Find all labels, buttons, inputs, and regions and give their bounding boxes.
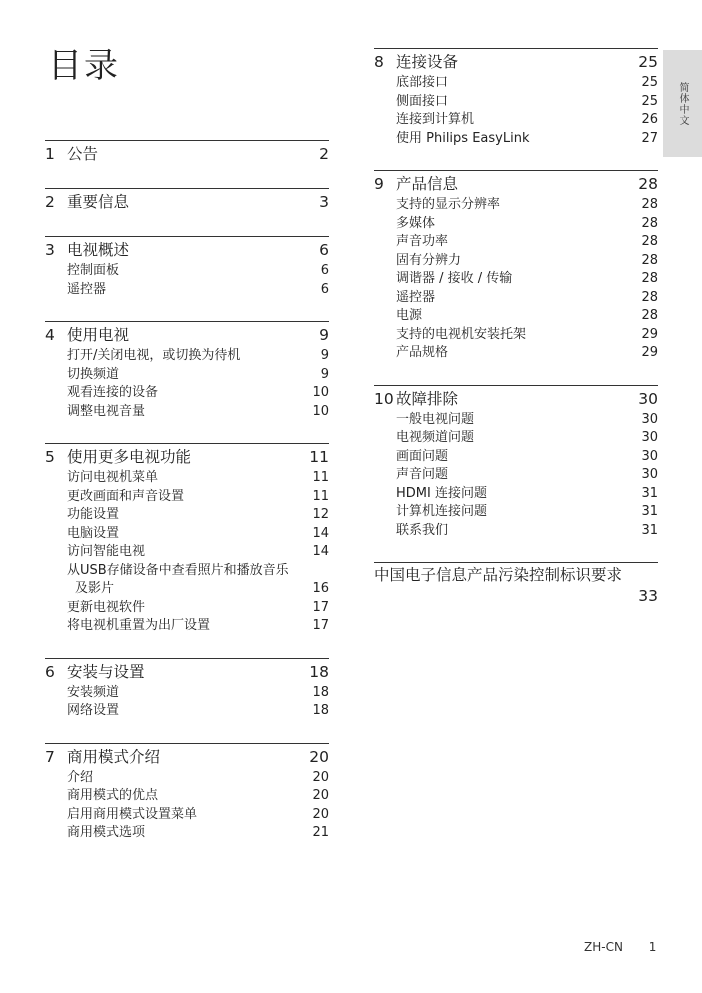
- toc-subsection-entry[interactable]: [45, 806, 329, 825]
- subsection-page-number: 10: [312, 385, 329, 400]
- subsection-page-number: 30: [641, 430, 658, 445]
- toc-subsection-entry[interactable]: [45, 684, 329, 703]
- toc-section: [45, 321, 329, 421]
- chapter-title: 重要信息: [67, 193, 130, 211]
- subsection-title: 控制面板: [67, 263, 120, 278]
- toc-subsection-entry[interactable]: [374, 429, 658, 448]
- toc-subsection-entry[interactable]: [45, 262, 329, 281]
- subsection-title-continued: 及影片: [75, 581, 115, 596]
- toc-section: [374, 48, 658, 148]
- chapter-title: 故障排除: [396, 389, 459, 408]
- toc-subsection-entry[interactable]: [45, 525, 329, 544]
- toc-chapter-entry[interactable]: [374, 51, 658, 74]
- chapter-page-number: 28: [638, 175, 658, 193]
- toc-subsection-entry[interactable]: [374, 466, 658, 485]
- subsection-page-number: 12: [312, 507, 329, 522]
- subsection-title: 启用商用模式设置菜单: [67, 806, 198, 822]
- subsection-page-number: 11: [312, 488, 329, 504]
- toc-subsection-entry[interactable]: [45, 366, 329, 385]
- subsection-page-number: 28: [641, 308, 658, 323]
- toc-subsection-entry[interactable]: [374, 93, 658, 112]
- toc-subsection-entry[interactable]: [374, 307, 658, 326]
- toc-subsection-entry[interactable]: [374, 289, 658, 308]
- subsection-title: 打开/关闭电视，或切换为待机: [67, 348, 241, 363]
- subsection-title: 访问电视机菜单: [67, 470, 159, 485]
- chapter-number: 2: [45, 193, 55, 211]
- subsection-title: 功能设置: [67, 507, 120, 522]
- chapter-page-number: 30: [638, 389, 658, 408]
- subsection-title: 计算机连接问题: [396, 504, 488, 519]
- subsection-title: 更新电视软件: [67, 599, 146, 615]
- footer-page-number: 1: [648, 940, 657, 954]
- subsection-title: 切换频道: [67, 366, 120, 382]
- toc-subsection-entry[interactable]: [45, 469, 329, 488]
- toc-subsection-entry[interactable]: [45, 488, 329, 507]
- chapter-page-number: 18: [309, 662, 329, 681]
- subsection-page-number: 20: [312, 806, 329, 822]
- subsection-title: 观看连接的设备: [67, 385, 159, 400]
- subsection-page-number: 14: [312, 544, 329, 559]
- toc-section: [45, 236, 329, 299]
- toc-subsection-entry[interactable]: [374, 344, 658, 363]
- toc-subsection-entry[interactable]: [374, 196, 658, 215]
- chapter-title: 安装与设置: [67, 662, 145, 681]
- chapter-page-number: 11: [309, 448, 329, 466]
- subsection-page-number: 20: [312, 788, 329, 803]
- subsection-page-number: 31: [641, 485, 658, 501]
- subsection-page-number: 16: [312, 581, 329, 596]
- toc-chapter-entry[interactable]: [45, 191, 329, 214]
- chapter-page-number: 2: [319, 145, 329, 163]
- subsection-page-number: 28: [641, 289, 658, 305]
- subsection-title: 底部接口: [396, 75, 449, 90]
- page-footer: [584, 940, 656, 954]
- subsection-page-number: 9: [320, 348, 329, 363]
- subsection-title: 调谐器 / 接收 / 传输: [396, 271, 513, 286]
- subsection-title: 介绍: [67, 769, 94, 785]
- toc-subsection-entry[interactable]: [374, 503, 658, 522]
- subsection-title-continued-line: [67, 580, 329, 599]
- toc-chapter-entry[interactable]: [45, 239, 329, 262]
- subsection-page-number: 28: [641, 252, 658, 268]
- subsection-page-number: 28: [641, 271, 658, 286]
- chapter-number: 4: [45, 326, 55, 344]
- toc-subsection-entry[interactable]: [45, 506, 329, 525]
- subsection-page-number: 30: [641, 411, 658, 427]
- subsection-page-number: 27: [641, 130, 658, 146]
- toc-chapter-entry[interactable]: [374, 173, 658, 196]
- toc-chapter-entry[interactable]: [374, 388, 658, 411]
- toc-subsection-entry[interactable]: [45, 403, 329, 422]
- chapter-title: 使用更多电视功能: [67, 448, 192, 466]
- chapter-title: 商用模式介绍: [67, 747, 161, 766]
- subsection-title: 遥控器: [396, 289, 436, 305]
- subsection-title: 电源: [396, 308, 423, 323]
- subsection-page-number: 6: [320, 281, 329, 297]
- footer-language: ZH-CN: [584, 940, 623, 954]
- toc-subsection-entry[interactable]: [45, 702, 329, 721]
- subsection-page-number: 14: [312, 525, 329, 541]
- toc-subsection-entry[interactable]: [374, 252, 658, 271]
- chapter-title: 公告: [67, 145, 99, 163]
- chapter-number: 1: [45, 145, 55, 163]
- toc-chapter-entry[interactable]: [45, 143, 329, 166]
- subsection-page-number: 28: [641, 197, 658, 212]
- subsection-title: 支持的电视机安装托架: [396, 326, 527, 342]
- subsection-title: HDMI 连接问题: [396, 485, 487, 501]
- subsection-title: 将电视机重置为出厂设置: [67, 618, 211, 633]
- language-tab: [663, 50, 702, 157]
- subsection-page-number: 10: [312, 403, 329, 419]
- extra-section-title[interactable]: 中国电子信息产品污染控制标识要求: [374, 566, 623, 584]
- toc-subsection-entry[interactable]: [45, 384, 329, 403]
- chapter-title: 使用电视: [67, 326, 130, 344]
- toc-subsection-entry[interactable]: [45, 599, 329, 618]
- chapter-number: 3: [45, 241, 55, 259]
- subsection-title: 联系我们: [396, 522, 449, 538]
- toc-section: [374, 170, 658, 363]
- subsection-title: 电脑设置: [67, 525, 120, 541]
- toc-section: [45, 743, 329, 843]
- subsection-title: 网络设置: [67, 703, 120, 718]
- toc-subsection-entry[interactable]: [45, 281, 329, 300]
- subsection-page-number: 29: [641, 345, 658, 360]
- toc-subsection-entry[interactable]: [374, 411, 658, 430]
- chapter-number: 6: [45, 662, 55, 681]
- toc-chapter-entry[interactable]: [45, 324, 329, 347]
- subsection-title: 商用模式的优点: [67, 788, 159, 803]
- subsection-page-number: 18: [312, 684, 329, 700]
- chapter-page-number: 6: [319, 241, 329, 259]
- toc-section: [45, 658, 329, 721]
- toc-subsection-entry[interactable]: [45, 824, 329, 843]
- subsection-page-number: 18: [312, 703, 329, 718]
- toc-chapter-entry[interactable]: [45, 746, 329, 769]
- subsection-title: 访问智能电视: [67, 544, 146, 559]
- subsection-title: 连接到计算机: [396, 112, 475, 127]
- toc-subsection-entry[interactable]: [45, 787, 329, 806]
- toc-subsection-entry[interactable]: [374, 270, 658, 289]
- subsection-title: 固有分辨力: [396, 252, 462, 268]
- toc-subsection-entry[interactable]: [374, 111, 658, 130]
- subsection-title: 画面问题: [396, 448, 449, 464]
- toc-subsection-entry[interactable]: [374, 448, 658, 467]
- toc-subsection-entry[interactable]: [374, 215, 658, 234]
- subsection-title: 调整电视音量: [67, 403, 146, 419]
- subsection-title: 商用模式选项: [67, 825, 146, 840]
- subsection-page-number: 28: [641, 215, 658, 231]
- toc-right-column: [374, 48, 658, 629]
- subsection-title: 更改画面和声音设置: [67, 488, 185, 504]
- subsection-title: 声音问题: [396, 467, 449, 482]
- subsection-page-number: 28: [641, 234, 658, 249]
- toc-subsection-entry[interactable]: [374, 522, 658, 541]
- subsection-title: 使用 Philips EasyLink: [396, 130, 530, 146]
- chapter-title: 电视概述: [67, 241, 130, 259]
- toc-subsection-entry[interactable]: [374, 233, 658, 252]
- subsection-page-number: 31: [641, 504, 658, 519]
- chapter-number: 8: [374, 53, 384, 71]
- subsection-page-number: 11: [312, 470, 329, 485]
- subsection-page-number: 30: [641, 448, 658, 464]
- chapter-page-number: 9: [319, 326, 329, 344]
- toc-left-column: [45, 140, 329, 865]
- toc-section: [45, 140, 329, 166]
- language-tab-label: 简体中文: [677, 81, 688, 126]
- toc-subsection-entry[interactable]: [45, 347, 329, 366]
- toc-subsection-entry[interactable]: [374, 74, 658, 93]
- subsection-page-number: 17: [312, 599, 329, 615]
- toc-section: [45, 188, 329, 214]
- toc-chapter-entry[interactable]: [45, 661, 329, 684]
- subsection-title: 声音功率: [396, 234, 449, 249]
- subsection-title: 多媒体: [396, 215, 436, 231]
- subsection-page-number: 17: [312, 618, 329, 633]
- toc-section: [45, 443, 329, 636]
- extra-section-page-number: 33: [638, 587, 658, 605]
- subsection-page-number: 9: [320, 366, 329, 382]
- chapter-number: 10: [374, 389, 394, 408]
- toc-subsection-entry[interactable]: [374, 326, 658, 345]
- subsection-page-number: 25: [641, 75, 658, 90]
- chapter-title: 产品信息: [396, 175, 459, 193]
- chapter-number: 7: [45, 747, 55, 766]
- toc-section-pollution-control: [374, 562, 658, 607]
- toc-subsection-entry[interactable]: [374, 130, 658, 149]
- subsection-page-number: 31: [641, 522, 658, 538]
- subsection-title: 电视频道问题: [396, 430, 475, 445]
- subsection-page-number: 21: [312, 825, 329, 840]
- subsection-title: 侧面接口: [396, 93, 449, 109]
- subsection-title: 一般电视问题: [396, 411, 475, 427]
- subsection-page-number: 26: [641, 112, 658, 127]
- chapter-page-number: 3: [319, 193, 329, 211]
- toc-subsection-entry[interactable]: [45, 617, 329, 636]
- toc-subsection-entry[interactable]: [45, 562, 329, 599]
- toc-subsection-entry[interactable]: [374, 485, 658, 504]
- page-title: 目录: [48, 46, 120, 86]
- subsection-page-number: 6: [320, 263, 329, 278]
- chapter-number: 9: [374, 175, 384, 193]
- chapter-number: 5: [45, 448, 55, 466]
- subsection-title: 从USB存储设备中查看照片和播放音乐: [67, 562, 289, 578]
- toc-subsection-entry[interactable]: [45, 543, 329, 562]
- subsection-title: 产品规格: [396, 345, 449, 360]
- chapter-page-number: 20: [309, 747, 329, 766]
- subsection-page-number: 29: [641, 326, 658, 342]
- subsection-title: 支持的显示分辨率: [396, 197, 501, 212]
- subsection-page-number: 25: [641, 93, 658, 109]
- subsection-title: 遥控器: [67, 281, 107, 297]
- subsection-title: 安装频道: [67, 684, 120, 700]
- subsection-page-number: 30: [641, 467, 658, 482]
- chapter-page-number: 25: [638, 53, 658, 71]
- chapter-title: 连接设备: [396, 53, 459, 71]
- toc-section: [374, 385, 658, 541]
- toc-chapter-entry[interactable]: [45, 446, 329, 469]
- toc-subsection-entry[interactable]: [45, 769, 329, 788]
- subsection-page-number: 20: [312, 769, 329, 785]
